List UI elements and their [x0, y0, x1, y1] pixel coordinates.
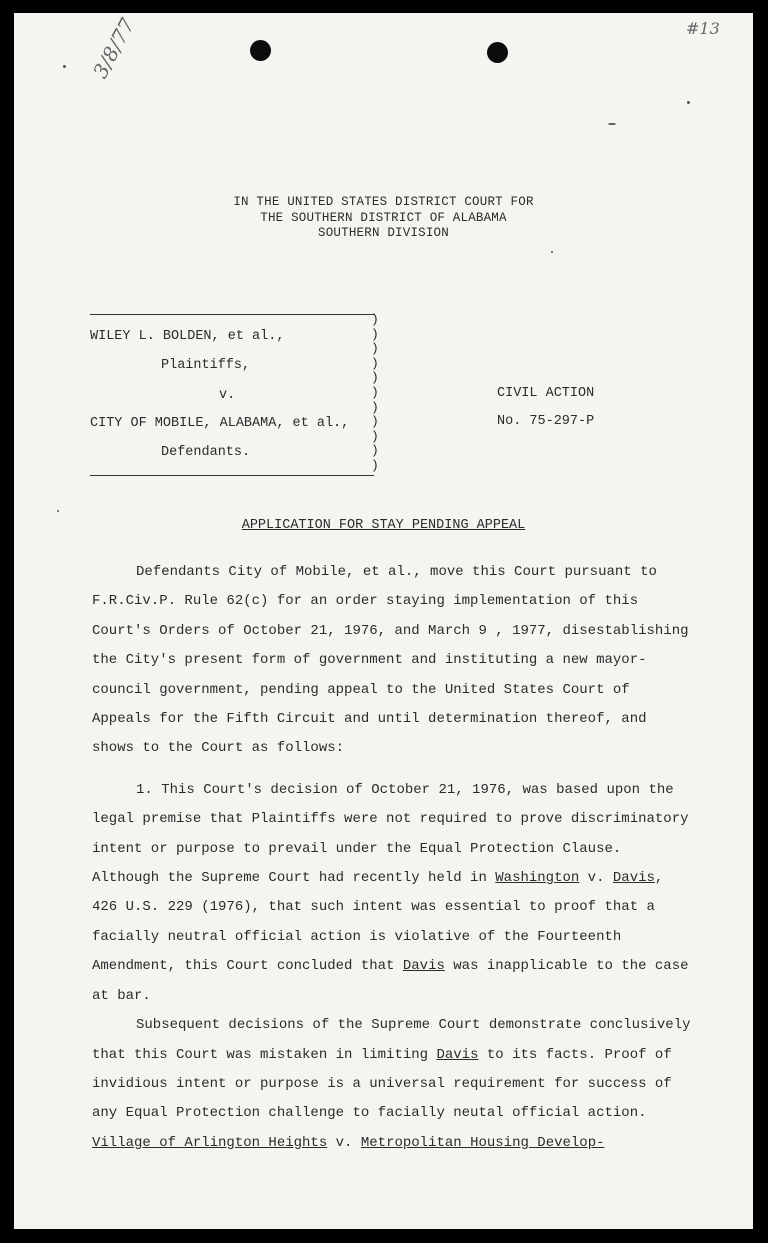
caption-line-2: THE SOUTHERN DISTRICT OF ALABAMA [260, 210, 507, 225]
document-title-text: APPLICATION FOR STAY PENDING APPEAL [241, 518, 526, 533]
case-number: No. 75-297-P [497, 414, 595, 429]
case-cite-metropolitan: Metropolitan Housing Develop- [360, 1134, 605, 1151]
punch-hole-right [487, 42, 508, 63]
paragraph-2: Subsequent decisions of the Supreme Court demonstrate conclusively that this Court was mistaken in limiting Davis to its facts. Proof of invidious intent or purpose is a universal requirement for success of any Equal Protection challenge to facially neutal official action. Village of Arlington Heights v. Metropolitan Housing Develop- [92, 1017, 691, 1151]
versus-label: v. [219, 388, 236, 403]
case-cite-davis: Davis [402, 958, 445, 975]
caption-line-1: IN THE UNITED STATES DISTRICT COURT FOR [233, 195, 534, 209]
case-cite-washington: Washington [495, 870, 580, 887]
speck [551, 251, 553, 253]
defendant-name: CITY OF MOBILE, ALABAMA, et al., [90, 416, 350, 431]
speck [57, 510, 59, 512]
defendant-label: Defendants. [161, 445, 251, 460]
document-page [14, 13, 753, 1229]
plaintiff-name: WILEY L. BOLDEN, et al., [90, 329, 285, 344]
handwritten-date: 3/8/77 [88, 14, 140, 83]
paragraph-intro: Defendants City of Mobile, et al., move this Court pursuant to F.R.Civ.P. Rule 62(c) for an order staying implementation of this Court's Orders of October 21, 1976, and March 9 , 1977, disestablishing the City's present form of government and instituting a new mayor-council government, pending appeal to the United States Court of Appeals for the Fifth Circuit and until determination thereof, and shows to the Court as follows: [92, 564, 689, 757]
document-body [92, 558, 692, 1158]
case-box-bottom-rule [90, 475, 374, 476]
court-caption [14, 195, 753, 242]
case-cite-davis: Davis [436, 1046, 479, 1063]
civil-action-label: CIVIL ACTION [497, 386, 595, 401]
document-title [14, 518, 753, 533]
case-box-top-rule [90, 314, 374, 315]
paragraph-1: 1. This Court's decision of October 21, 1976, was based upon the legal premise that Plaintiffs were not required to prove discriminatory intent or purpose to prevail under the Equal Protection Clause. Although the Supreme Court had recently held in Washington v. Davis, 426 U.S. 229 (1976), that such intent was essential to proof that a facially neutral official action is violative of the Fourteenth Amendment, this Court concluded that Davis was inapplicable to the case at bar. [92, 781, 689, 1004]
case-cite-davis: Davis [612, 870, 655, 887]
case-box-parentheses: ) ) ) ) ) ) ) ) ) ) ) [371, 312, 379, 473]
speck [608, 123, 616, 125]
punch-hole-left [250, 40, 271, 61]
plaintiff-label: Plaintiffs, [161, 358, 251, 373]
handwritten-page-mark: #13 [686, 19, 720, 38]
caption-line-3: SOUTHERN DIVISION [318, 226, 449, 240]
case-cite-arlington: Village of Arlington Heights [92, 1134, 328, 1151]
speck [687, 101, 690, 104]
speck [63, 65, 66, 68]
